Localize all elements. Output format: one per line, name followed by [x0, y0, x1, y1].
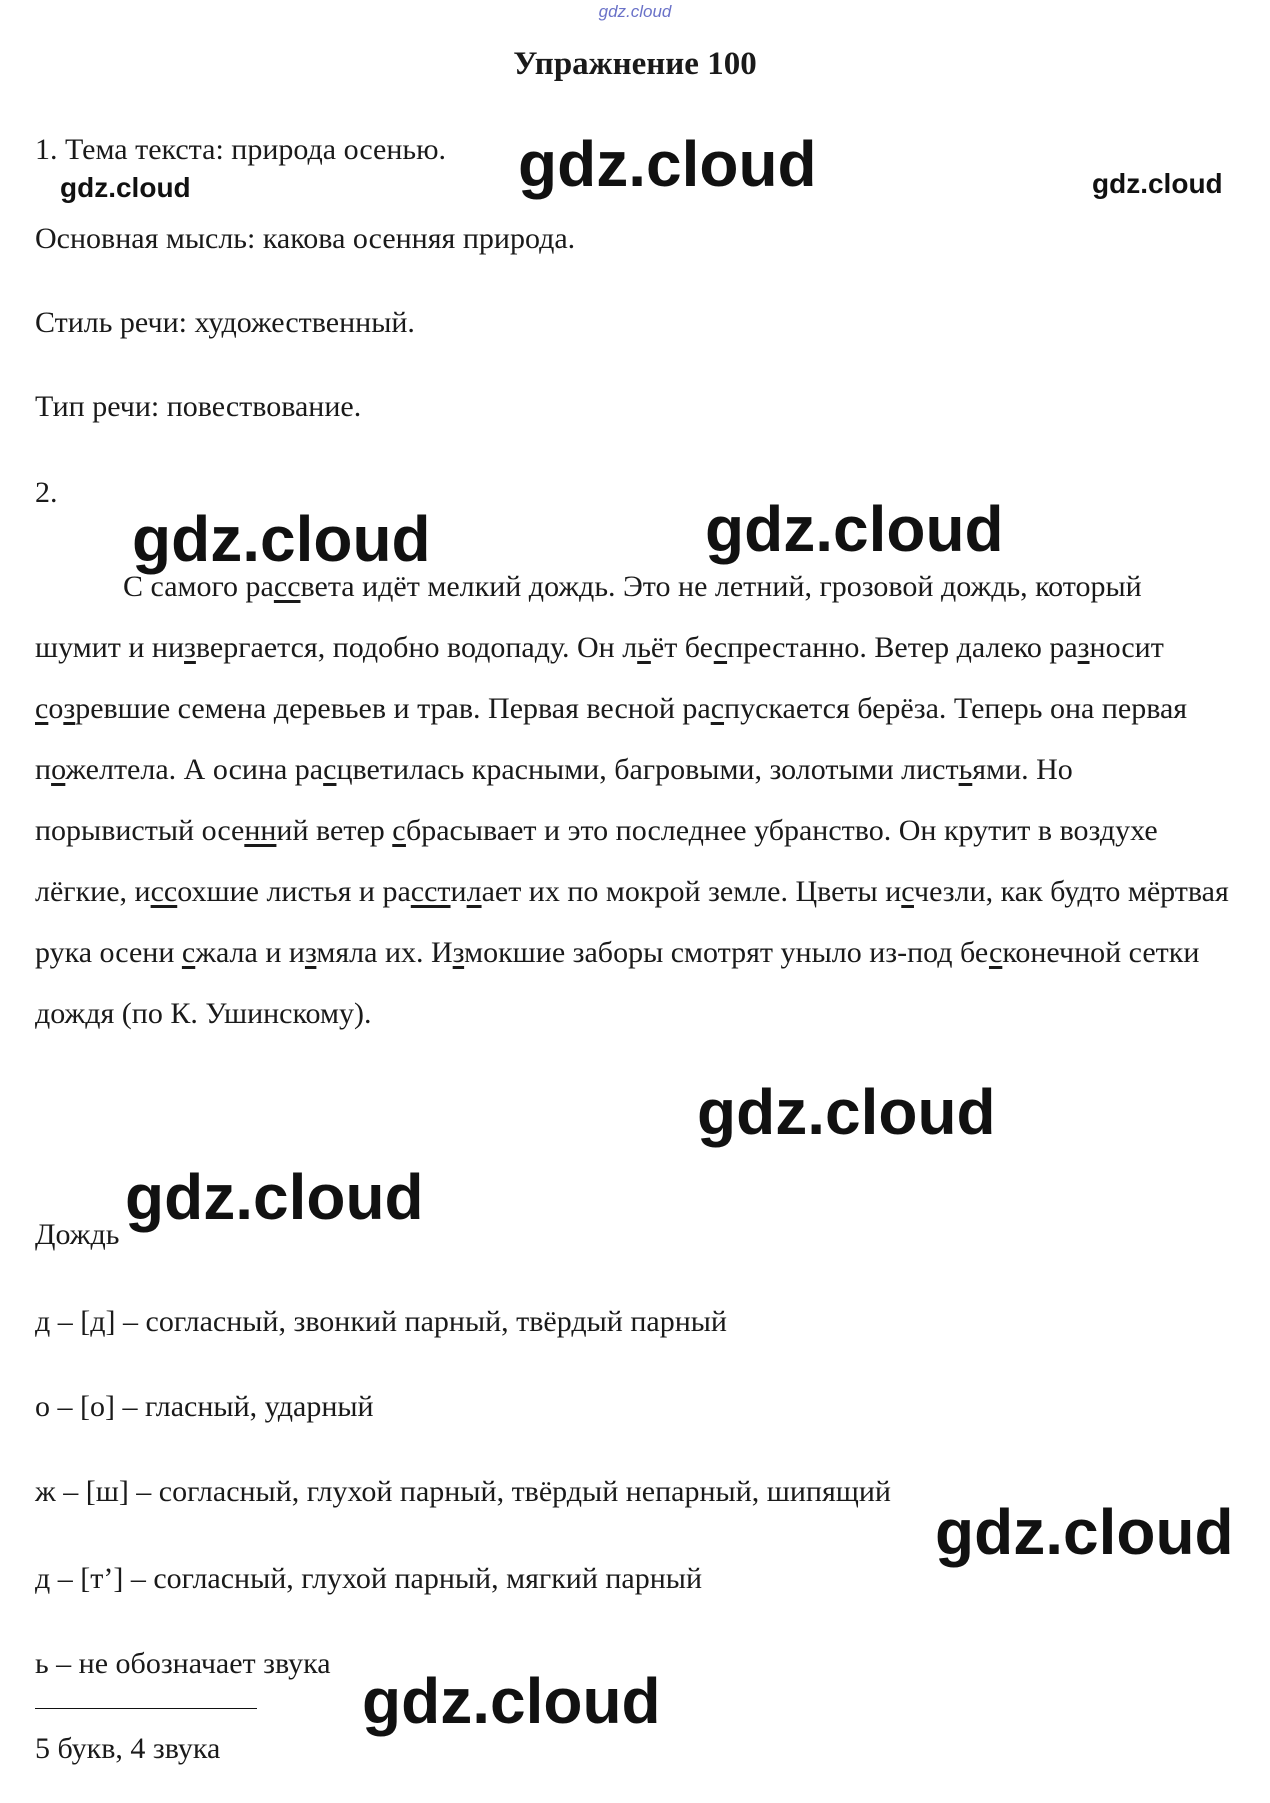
paragraph-text: ёт бе — [650, 631, 714, 664]
paragraph-text: чезли, как будто мёртвая рука осени — [35, 875, 1229, 969]
paragraph-text: жала и и — [195, 936, 305, 969]
page-title: Упражнение 100 — [513, 46, 757, 82]
watermark-text: gdz.cloud — [60, 172, 191, 203]
phonetic-line-5: ь – не обозначает звука — [35, 1647, 331, 1680]
text-main-idea: Основная мысль: какова осенняя природа. — [35, 222, 576, 255]
paragraph-text: конечной сетки дождя (по К. Ушинскому). — [35, 936, 1200, 1030]
phonetic-line-3: ж – [ш] – согласный, глухой парный, твёрдый непарный, шипящий — [35, 1475, 891, 1508]
paragraph-text: С самого ра — [123, 570, 274, 603]
underlined-orthogram: з — [184, 631, 196, 664]
phonetic-line-1: д – [д] – согласный, звонкий парный, твёрдый парный — [35, 1305, 727, 1338]
underlined-orthogram: ь — [637, 631, 651, 664]
text-type: Тип речи: повествование. — [35, 390, 362, 423]
underlined-orthogram: с — [392, 814, 406, 847]
watermark-text: gdz.cloud — [1092, 168, 1223, 199]
watermark-text: gdz.cloud — [697, 1076, 996, 1148]
paragraph-text: вергается, подобно водопаду. Он л — [195, 631, 638, 664]
underlined-orthogram: с — [901, 875, 914, 908]
paragraph-text: и — [450, 875, 467, 908]
watermark-text: gdz.cloud — [518, 128, 817, 200]
main-paragraph — [35, 556, 1235, 1044]
paragraph-text: ий ветер — [276, 814, 393, 847]
underlined-orthogram: о — [51, 753, 66, 786]
underlined-orthogram: з — [63, 692, 76, 725]
paragraph-text: о — [48, 692, 64, 725]
top-watermark: gdz.cloud — [598, 2, 672, 21]
paragraph-text: пускается берёза. Теперь она первая п — [35, 692, 1188, 786]
paragraph-text: мокшие заборы смотрят уныло из-под бе — [464, 936, 989, 969]
underlined-orthogram: сс — [273, 570, 301, 603]
underlined-orthogram: з — [452, 936, 465, 969]
paragraph-text: престанно. Ветер далеко ра — [727, 631, 1078, 664]
text-theme: 1. Тема текста: природа осенью. — [35, 133, 447, 166]
underlined-orthogram: ь — [958, 753, 973, 786]
underlined-orthogram: сс — [150, 875, 178, 908]
text-style: Стиль речи: художественный. — [35, 306, 415, 339]
watermark-text: gdz.cloud — [935, 1496, 1234, 1568]
underlined-orthogram: сст — [410, 875, 451, 908]
paragraph-text: вета идёт мелкий дождь. Это не летний, грозовой дождь, который шумит и ни — [35, 570, 1142, 664]
paragraph-text: ревшие семена деревьев и трав. Первая весной ра — [75, 692, 711, 725]
underlined-orthogram: з — [304, 936, 317, 969]
paragraph-text: мяла их. И — [316, 936, 453, 969]
item-number-2: 2. — [35, 476, 58, 509]
paragraph-text: ает их по мокрой земле. Цветы и — [481, 875, 902, 908]
underlined-orthogram: нн — [244, 814, 277, 847]
watermark-text: gdz.cloud — [132, 503, 431, 575]
underlined-orthogram: с — [181, 936, 196, 969]
underlined-orthogram: с — [713, 631, 728, 664]
underlined-orthogram: с — [35, 692, 49, 725]
underlined-orthogram: с — [710, 692, 725, 725]
paragraph-text: желтела. А осина ра — [65, 753, 324, 786]
divider-line — [35, 1708, 257, 1709]
watermark-text: gdz.cloud — [705, 493, 1004, 565]
paragraph-text: ями. Но порывистый осе — [35, 753, 1073, 847]
analysed-word: Дождь — [35, 1218, 120, 1251]
underlined-orthogram: с — [988, 936, 1003, 969]
paragraph-text: цветилась красными, багровыми, золотыми лист — [336, 753, 959, 786]
underlined-orthogram: л — [466, 875, 482, 908]
underlined-orthogram: с — [323, 753, 337, 786]
underlined-orthogram: з — [1077, 631, 1090, 664]
phonetic-line-2: о – [о] – гласный, ударный — [35, 1390, 374, 1423]
watermark-text: gdz.cloud — [125, 1161, 424, 1233]
paragraph-text: охшие листья и ра — [177, 875, 411, 908]
watermark-text: gdz.cloud — [362, 1665, 661, 1737]
phonetic-line-4: д – [т’] – согласный, глухой парный, мягкий парный — [35, 1562, 703, 1595]
paragraph-text: брасывает и это последнее убранство. Он крутит в воздухе лёгкие, и — [35, 814, 1158, 908]
paragraph-text: носит — [1089, 631, 1164, 664]
letters-sounds-summary: 5 букв, 4 звука — [35, 1732, 221, 1765]
